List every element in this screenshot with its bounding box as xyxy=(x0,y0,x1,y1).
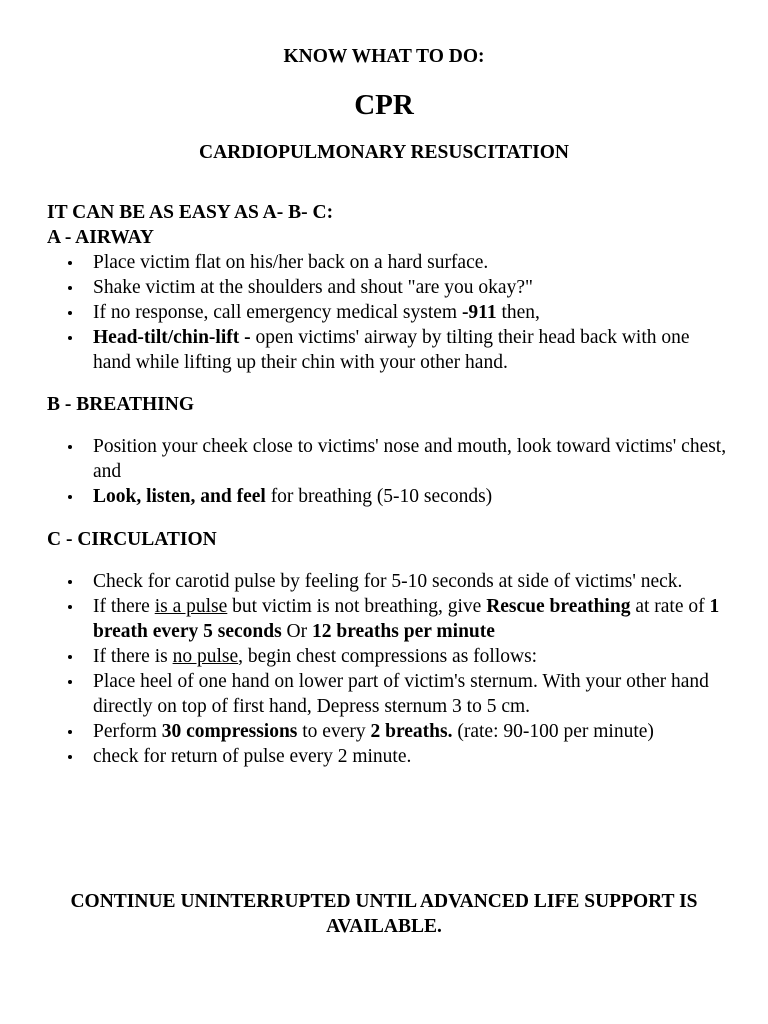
bullet-icon xyxy=(68,755,72,759)
circulation-heading: C - CIRCULATION xyxy=(47,529,217,550)
list-item: Place victim flat on his/her back on a hard surface. xyxy=(47,250,727,275)
list-item: Place heel of one hand on lower part of victim's sternum. With your other hand directly on top of first hand, Depress sternum 3 to 5 cm. xyxy=(47,669,727,719)
list-item: Head-tilt/chin-lift - open victims' airway by tilting their head back with one hand while lifting up their chin with your other hand. xyxy=(47,325,727,375)
intro-heading: IT CAN BE AS EASY AS A- B- C: xyxy=(47,202,334,223)
kicker-heading: KNOW WHAT TO DO: xyxy=(283,46,485,67)
bullet-icon xyxy=(68,261,72,265)
bullet-icon xyxy=(68,605,72,609)
bullet-icon xyxy=(68,311,72,315)
bullet-icon xyxy=(68,680,72,684)
page-title: CPR xyxy=(354,89,414,121)
bullet-icon xyxy=(68,336,72,340)
list-item: Shake victim at the shoulders and shout "are you okay?" xyxy=(47,275,727,300)
list-item: Check for carotid pulse by feeling for 5-10 seconds at side of victims' neck. xyxy=(47,569,727,594)
breathing-heading: B - BREATHING xyxy=(47,394,194,415)
list-item: Perform 30 compressions to every 2 breaths. (rate: 90-100 per minute) xyxy=(47,719,727,744)
circulation-list xyxy=(47,569,727,769)
list-item: Position your cheek close to victims' nose and mouth, look toward victims' chest, and xyxy=(47,434,727,484)
bullet-icon xyxy=(68,495,72,499)
page-subtitle: CARDIOPULMONARY RESUSCITATION xyxy=(198,142,570,163)
list-item: If there is no pulse, begin chest compressions as follows: xyxy=(47,644,727,669)
list-item: check for return of pulse every 2 minute. xyxy=(47,744,727,769)
airway-heading: A - AIRWAY xyxy=(47,227,154,248)
bullet-icon xyxy=(68,655,72,659)
footer-notice: CONTINUE UNINTERRUPTED UNTIL ADVANCED LIFE SUPPORT IS AVAILABLE. xyxy=(70,891,698,937)
list-item: If there is a pulse but victim is not breathing, give Rescue breathing at rate of 1 breath every 5 seconds Or 12 breaths per minute xyxy=(47,594,727,644)
bullet-icon xyxy=(68,286,72,290)
airway-list xyxy=(47,250,727,375)
list-item: Look, listen, and feel for breathing (5-10 seconds) xyxy=(47,484,727,509)
bullet-icon xyxy=(68,445,72,449)
list-item: If no response, call emergency medical system -911 then, xyxy=(47,300,727,325)
bullet-icon xyxy=(68,580,72,584)
breathing-list xyxy=(47,434,727,509)
bullet-icon xyxy=(68,730,72,734)
